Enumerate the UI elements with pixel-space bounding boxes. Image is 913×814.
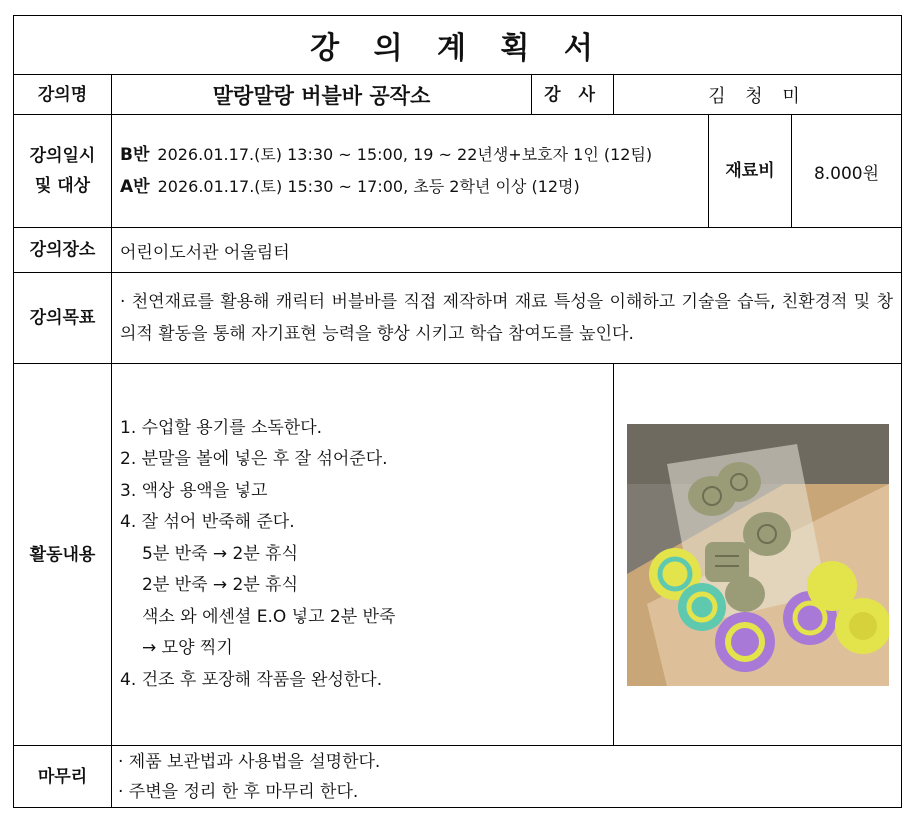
schedule-detail: 2026.01.17.(토) 15:30 ~ 17:00, 초등 2학년 이상 (12명) <box>157 177 580 196</box>
schedule-group: A반 <box>120 177 150 197</box>
goal-label: 강의목표 <box>14 273 112 364</box>
place-label: 강의장소 <box>14 228 112 273</box>
activity-substep: 2분 반죽 → 2분 휴식 <box>142 575 299 596</box>
schedule-row-b <box>120 139 708 171</box>
goal-text: · 천연재료를 활용해 캐릭터 버블바를 직접 제작하며 재료 특성을 이해하고 기술을 습득, 친환경적 및 창의적 활동을 통해 자기표현 능력을 향상 시키고 학습 참여도를 높인다. <box>112 273 902 364</box>
document-title: 강 의 계 획 서 <box>14 16 902 75</box>
teacher-label: 강 사 <box>532 75 614 115</box>
schedule-cell <box>112 115 709 228</box>
activity-step: 1. 수업할 용기를 소독한다. <box>120 417 323 438</box>
course-label: 강의명 <box>14 75 112 115</box>
fee-value: 8.000원 <box>792 115 902 228</box>
fee-label: 재료비 <box>709 115 792 228</box>
bubble-bar-photo <box>627 424 889 686</box>
wrapup-items <box>112 746 902 808</box>
schedule-group: B반 <box>120 145 150 165</box>
schedule-detail: 2026.01.17.(토) 13:30 ~ 15:00, 19 ~ 22년생+보호자 1인 (12팀) <box>157 145 653 164</box>
activity-substep: 5분 반죽 → 2분 휴식 <box>142 543 299 564</box>
course-name: 말랑말랑 버블바 공작소 <box>112 75 532 115</box>
photo-cell <box>614 364 902 746</box>
lecture-plan-table <box>13 15 902 808</box>
schedule-row-a <box>120 171 708 203</box>
schedule-label-line1: 강의일시 <box>29 146 96 166</box>
activity-step: 4. 잘 섞어 반죽해 준다. <box>120 512 295 533</box>
activity-step: 3. 액상 용액을 넣고 <box>120 480 268 501</box>
place-value: 어린이도서관 어울림터 <box>112 228 902 273</box>
wrapup-item: · 제품 보관법과 사용법을 설명한다. <box>118 751 381 772</box>
activity-substep: → 모양 찍기 <box>142 638 233 659</box>
teacher-name: 김 청 미 <box>614 75 902 115</box>
activity-label: 활동내용 <box>14 364 112 746</box>
activity-step: 2. 분말을 볼에 넣은 후 잘 섞어준다. <box>120 449 388 470</box>
activity-steps <box>112 364 614 746</box>
wrapup-item: · 주변을 정리 한 후 마무리 한다. <box>118 781 359 802</box>
activity-substep: 색소 와 에센셜 E.O 넣고 2분 반죽 <box>142 606 396 627</box>
schedule-label <box>14 115 112 228</box>
wrapup-label: 마무리 <box>14 746 112 808</box>
schedule-label-line2: 및 대상 <box>34 176 91 196</box>
activity-step: 4. 건조 후 포장해 작품을 완성한다. <box>120 669 383 690</box>
